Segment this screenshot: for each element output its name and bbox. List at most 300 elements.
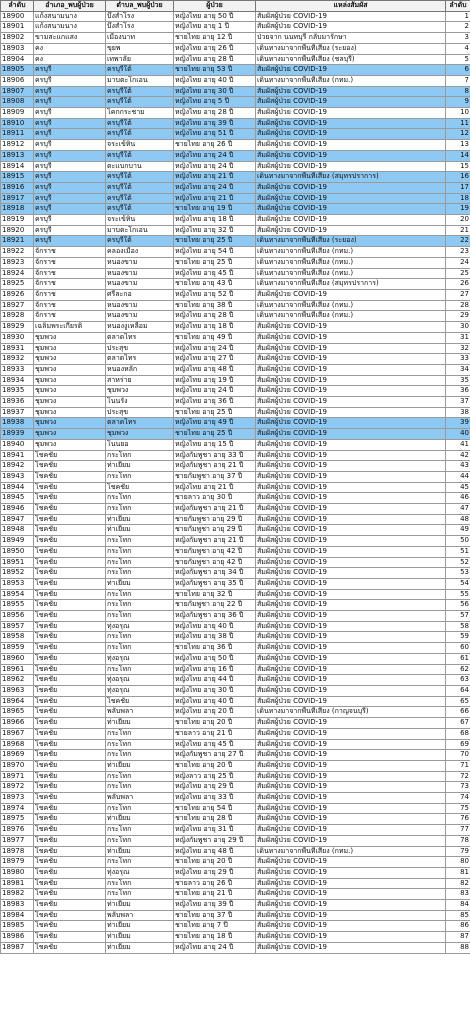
subdistrict-cell: กระโทก (106, 536, 174, 547)
table-row (1, 193, 470, 204)
district-cell: ครบุรี (34, 161, 106, 172)
table-row (1, 696, 470, 707)
district-cell: โชคชัย (34, 846, 106, 857)
contact-source-cell: สัมผัสผู้ป่วย COVID-19 (256, 793, 446, 804)
table-row (1, 225, 470, 236)
contact-source-cell: สัมผัสผู้ป่วย COVID-19 (256, 482, 446, 493)
case-no-cell: 18956 (1, 611, 34, 622)
district-cell: ครบุรี (34, 150, 106, 161)
subdistrict-cell: กระโทก (106, 546, 174, 557)
district-cell: โชคชัย (34, 718, 106, 729)
table-row (1, 568, 470, 579)
contact-source-cell: สัมผัสผู้ป่วย COVID-19 (256, 814, 446, 825)
subdistrict-cell: ท่าเยี่ยม (106, 525, 174, 536)
contact-source-cell: สัมผัสผู้ป่วย COVID-19 (256, 589, 446, 600)
subdistrict-cell: ครบุรีใต้ (106, 86, 174, 97)
header-order: ลำดับ (446, 1, 470, 12)
case-no-cell: 18915 (1, 172, 34, 183)
table-row (1, 557, 470, 568)
patient-cell: หญิงไทย อายุ 40 ปี (174, 696, 256, 707)
subdistrict-cell: กระโทก (106, 739, 174, 750)
district-cell: โชคชัย (34, 771, 106, 782)
subdistrict-cell: เทพาลัย (106, 54, 174, 65)
subdistrict-cell: ประสุข (106, 407, 174, 418)
patient-cell: ชายไทย อายุ 20 ปี (174, 760, 256, 771)
table-row (1, 686, 470, 697)
patient-cell: หญิงไทย อายุ 18 ปี (174, 322, 256, 333)
order-no-cell: 21 (446, 225, 470, 236)
case-no-cell: 18937 (1, 407, 34, 418)
district-cell: โชคชัย (34, 664, 106, 675)
contact-source-cell: สัมผัสผู้ป่วย COVID-19 (256, 889, 446, 900)
subdistrict-cell: กระโทก (106, 728, 174, 739)
district-cell: โชคชัย (34, 493, 106, 504)
order-no-cell: 7 (446, 75, 470, 86)
contact-source-cell: สัมผัสผู้ป่วย COVID-19 (256, 86, 446, 97)
patient-cell: หญิงไทย อายุ 51 ปี (174, 129, 256, 140)
case-no-cell: 18974 (1, 803, 34, 814)
order-no-cell: 67 (446, 718, 470, 729)
contact-source-cell: เดินทางมาจากพื้นที่เสี่ยง (กทม.) (256, 268, 446, 279)
order-no-cell: 86 (446, 921, 470, 932)
case-no-cell: 18972 (1, 782, 34, 793)
contact-source-cell: สัมผัสผู้ป่วย COVID-19 (256, 161, 446, 172)
order-no-cell: 27 (446, 289, 470, 300)
case-no-cell: 18950 (1, 546, 34, 557)
district-cell: โชคชัย (34, 750, 106, 761)
order-no-cell: 26 (446, 279, 470, 290)
district-cell: โชคชัย (34, 814, 106, 825)
table-row (1, 600, 470, 611)
case-no-cell: 18952 (1, 568, 34, 579)
table-row (1, 97, 470, 108)
contact-source-cell: เดินทางมาจากพื้นที่เสี่ยง (กทม.) (256, 300, 446, 311)
order-no-cell: 83 (446, 889, 470, 900)
contact-source-cell: สัมผัสผู้ป่วย COVID-19 (256, 878, 446, 889)
case-no-cell: 18930 (1, 332, 34, 343)
order-no-cell: 69 (446, 739, 470, 750)
district-cell: ชุมพวง (34, 439, 106, 450)
order-no-cell: 22 (446, 236, 470, 247)
district-cell: ชุมพวง (34, 354, 106, 365)
subdistrict-cell: จระเข้หิน (106, 140, 174, 151)
subdistrict-cell: กระโทก (106, 771, 174, 782)
case-no-cell: 18928 (1, 311, 34, 322)
district-cell: โชคชัย (34, 546, 106, 557)
subdistrict-cell: พลับพลา (106, 793, 174, 804)
district-cell: จักราช (34, 279, 106, 290)
table-row (1, 140, 470, 151)
table-row (1, 514, 470, 525)
order-no-cell: 68 (446, 728, 470, 739)
subdistrict-cell: ท่าเยี่ยม (106, 718, 174, 729)
case-no-cell: 18970 (1, 760, 34, 771)
district-cell: โชคชัย (34, 675, 106, 686)
district-cell: ชุมพวง (34, 397, 106, 408)
table-row (1, 364, 470, 375)
contact-source-cell: สัมผัสผู้ป่วย COVID-19 (256, 193, 446, 204)
table-row (1, 728, 470, 739)
contact-source-cell: สัมผัสผู้ป่วย COVID-19 (256, 611, 446, 622)
case-no-cell: 18946 (1, 504, 34, 515)
order-no-cell: 34 (446, 364, 470, 375)
district-cell: โชคชัย (34, 932, 106, 943)
contact-source-cell: สัมผัสผู้ป่วย COVID-19 (256, 857, 446, 868)
patient-cell: ชายกัมพูชา อายุ 29 ปี (174, 525, 256, 536)
contact-source-cell: สัมผัสผู้ป่วย COVID-19 (256, 835, 446, 846)
district-cell: ครบุรี (34, 97, 106, 108)
header-district: อำเภอ_พบผู้ป่วย (34, 1, 106, 12)
case-no-cell: 18953 (1, 578, 34, 589)
district-cell: โชคชัย (34, 621, 106, 632)
case-no-cell: 18906 (1, 75, 34, 86)
contact-source-cell: สัมผัสผู้ป่วย COVID-19 (256, 429, 446, 440)
case-no-cell: 18986 (1, 932, 34, 943)
subdistrict-cell: ชุมพวง (106, 386, 174, 397)
patient-cell: หญิงกัมพูชา อายุ 21 ปี (174, 461, 256, 472)
case-no-cell: 18945 (1, 493, 34, 504)
patient-cell: หญิงไทย อายุ 24 ปี (174, 182, 256, 193)
order-no-cell: 74 (446, 793, 470, 804)
order-no-cell: 66 (446, 707, 470, 718)
district-cell: ชุมพวง (34, 332, 106, 343)
order-no-cell: 88 (446, 942, 470, 953)
order-no-cell: 63 (446, 675, 470, 686)
order-no-cell: 33 (446, 354, 470, 365)
case-no-cell: 18934 (1, 375, 34, 386)
subdistrict-cell: กระโทก (106, 589, 174, 600)
patient-cell: ชายไทย อายุ 54 ปี (174, 803, 256, 814)
order-no-cell: 5 (446, 54, 470, 65)
patient-cell: หญิงไทย อายุ 49 ปี (174, 418, 256, 429)
patient-cell: หญิงไทย อายุ 30 ปี (174, 686, 256, 697)
case-no-cell: 18938 (1, 418, 34, 429)
district-cell: จักราช (34, 247, 106, 258)
table-row (1, 386, 470, 397)
district-cell: โชคชัย (34, 568, 106, 579)
order-no-cell: 20 (446, 215, 470, 226)
contact-source-cell: สัมผัสผู้ป่วย COVID-19 (256, 289, 446, 300)
order-no-cell: 44 (446, 471, 470, 482)
district-cell: ชุมพวง (34, 407, 106, 418)
table-row (1, 910, 470, 921)
subdistrict-cell: กระโทก (106, 632, 174, 643)
patient-cell: หญิงกัมพูชา อายุ 21 ปี (174, 504, 256, 515)
table-row (1, 835, 470, 846)
order-no-cell: 42 (446, 450, 470, 461)
patient-cell: ชายไทย อายุ 7 ปี (174, 921, 256, 932)
patient-cell: หญิงไทย อายุ 24 ปี (174, 150, 256, 161)
table-row (1, 771, 470, 782)
contact-source-cell: สัมผัสผู้ป่วย COVID-19 (256, 364, 446, 375)
contact-source-cell: สัมผัสผู้ป่วย COVID-19 (256, 536, 446, 547)
contact-source-cell: สัมผัสผู้ป่วย COVID-19 (256, 546, 446, 557)
case-no-cell: 18933 (1, 364, 34, 375)
contact-source-cell: สัมผัสผู้ป่วย COVID-19 (256, 397, 446, 408)
subdistrict-cell: กระโทก (106, 557, 174, 568)
order-no-cell: 4 (446, 43, 470, 54)
table-row (1, 236, 470, 247)
table-row (1, 632, 470, 643)
order-no-cell: 46 (446, 493, 470, 504)
case-no-cell: 18957 (1, 621, 34, 632)
case-no-cell: 18944 (1, 482, 34, 493)
patient-cell: ชายไทย อายุ 20 ปี (174, 857, 256, 868)
order-no-cell: 6 (446, 65, 470, 76)
order-no-cell: 41 (446, 439, 470, 450)
header-no: ลำดับ (1, 1, 34, 12)
case-no-cell: 18949 (1, 536, 34, 547)
district-cell: โชคชัย (34, 589, 106, 600)
order-no-cell: 55 (446, 589, 470, 600)
order-no-cell: 56 (446, 600, 470, 611)
contact-source-cell: สัมผัสผู้ป่วย COVID-19 (256, 942, 446, 953)
order-no-cell: 15 (446, 161, 470, 172)
district-cell: โชคชัย (34, 450, 106, 461)
table-row (1, 397, 470, 408)
district-cell: จักราช (34, 268, 106, 279)
table-row (1, 108, 470, 119)
case-no-cell: 18935 (1, 386, 34, 397)
patient-cell: หญิงไทย อายุ 29 ปี (174, 867, 256, 878)
patient-cell: หญิงไทย อายุ 31 ปี (174, 825, 256, 836)
patient-cell: หญิงไทย อายุ 19 ปี (174, 375, 256, 386)
patient-cell: หญิงไทย อายุ 20 ปี (174, 707, 256, 718)
district-cell: จักราช (34, 289, 106, 300)
patient-cell: หญิงกัมพูชา อายุ 35 ปี (174, 578, 256, 589)
case-no-cell: 18948 (1, 525, 34, 536)
patient-cell: ชายไทย อายุ 18 ปี (174, 932, 256, 943)
case-no-cell: 18959 (1, 643, 34, 654)
table-row (1, 257, 470, 268)
case-no-cell: 18936 (1, 397, 34, 408)
patient-cell: หญิงกัมพูชา อายุ 29 ปี (174, 835, 256, 846)
district-cell: ชุมพวง (34, 386, 106, 397)
patient-cell: หญิงไทย อายุ 36 ปี (174, 397, 256, 408)
contact-source-cell: สัมผัสผู้ป่วย COVID-19 (256, 696, 446, 707)
contact-source-cell: สัมผัสผู้ป่วย COVID-19 (256, 621, 446, 632)
order-no-cell: 12 (446, 129, 470, 140)
order-no-cell: 3 (446, 33, 470, 44)
patient-cell: หญิงไทย อายุ 21 ปี (174, 193, 256, 204)
table-row (1, 322, 470, 333)
case-no-cell: 18975 (1, 814, 34, 825)
contact-source-cell: เดินทางมาจากพื้นที่เสี่ยง (กทม.) (256, 247, 446, 258)
case-no-cell: 18984 (1, 910, 34, 921)
contact-source-cell: สัมผัสผู้ป่วย COVID-19 (256, 664, 446, 675)
case-no-cell: 18904 (1, 54, 34, 65)
order-no-cell: 30 (446, 322, 470, 333)
order-no-cell: 87 (446, 932, 470, 943)
order-no-cell: 1 (446, 11, 470, 22)
patient-cell: ชายไทย อายุ 20 ปี (174, 718, 256, 729)
district-cell: แก้งสนามนาง (34, 11, 106, 22)
contact-source-cell: สัมผัสผู้ป่วย COVID-19 (256, 375, 446, 386)
table-row (1, 846, 470, 857)
contact-source-cell: สัมผัสผู้ป่วย COVID-19 (256, 632, 446, 643)
subdistrict-cell: ทุ่งอรุณ (106, 621, 174, 632)
case-no-cell: 18920 (1, 225, 34, 236)
contact-source-cell: สัมผัสผู้ป่วย COVID-19 (256, 322, 446, 333)
district-cell: โชคชัย (34, 696, 106, 707)
contact-source-cell: เดินทางมาจากพื้นที่เสี่ยง (กทม.) (256, 257, 446, 268)
case-no-cell: 18901 (1, 22, 34, 33)
patient-cell: หญิงไทย อายุ 24 ปี (174, 942, 256, 953)
contact-source-cell: เดินทางมาจากพื้นที่เสี่ยง (ชลบุรี) (256, 54, 446, 65)
order-no-cell: 72 (446, 771, 470, 782)
district-cell: ครบุรี (34, 236, 106, 247)
district-cell: ครบุรี (34, 75, 106, 86)
case-no-cell: 18951 (1, 557, 34, 568)
order-no-cell: 61 (446, 653, 470, 664)
table-row (1, 611, 470, 622)
contact-source-cell: ป่วยจาก นนทบุรี กลับมารักษา (256, 33, 446, 44)
table-body (1, 11, 470, 953)
district-cell: ชุมพวง (34, 343, 106, 354)
case-no-cell: 18985 (1, 921, 34, 932)
order-no-cell: 62 (446, 664, 470, 675)
table-row (1, 760, 470, 771)
case-no-cell: 18958 (1, 632, 34, 643)
table-row (1, 889, 470, 900)
table-row (1, 718, 470, 729)
district-cell: โชคชัย (34, 482, 106, 493)
contact-source-cell: สัมผัสผู้ป่วย COVID-19 (256, 343, 446, 354)
order-no-cell: 32 (446, 343, 470, 354)
table-row (1, 450, 470, 461)
order-no-cell: 59 (446, 632, 470, 643)
district-cell: ครบุรี (34, 140, 106, 151)
contact-source-cell: สัมผัสผู้ป่วย COVID-19 (256, 910, 446, 921)
district-cell: ครบุรี (34, 86, 106, 97)
district-cell: โชคชัย (34, 942, 106, 953)
table-row (1, 482, 470, 493)
subdistrict-cell: ครบุรีใต้ (106, 236, 174, 247)
subdistrict-cell: ท่าเยี่ยม (106, 578, 174, 589)
patient-cell: หญิงไทย อายุ 33 ปี (174, 793, 256, 804)
patient-cell: หญิงไทย อายุ 1 ปี (174, 22, 256, 33)
order-no-cell: 50 (446, 536, 470, 547)
case-no-cell: 18969 (1, 750, 34, 761)
order-no-cell: 39 (446, 418, 470, 429)
order-no-cell: 29 (446, 311, 470, 322)
patient-cell: ชายกัมพูชา อายุ 22 ปี (174, 600, 256, 611)
order-no-cell: 76 (446, 814, 470, 825)
contact-source-cell: สัมผัสผู้ป่วย COVID-19 (256, 686, 446, 697)
contact-source-cell: เดินทางมาจากพื้นที่เสี่ยง (สมุทรปราการ) (256, 172, 446, 183)
subdistrict-cell: หนองขาม (106, 311, 174, 322)
district-cell: โชคชัย (34, 504, 106, 515)
subdistrict-cell: กระโทก (106, 664, 174, 675)
subdistrict-cell: ท่าเยี่ยม (106, 900, 174, 911)
patient-cell: หญิงไทย อายุ 50 ปี (174, 11, 256, 22)
case-no-cell: 18971 (1, 771, 34, 782)
contact-source-cell: สัมผัสผู้ป่วย COVID-19 (256, 568, 446, 579)
subdistrict-cell: กระโทก (106, 835, 174, 846)
patient-cell: ชายไทย อายุ 28 ปี (174, 814, 256, 825)
table-row (1, 878, 470, 889)
patient-cell: ชายกัมพูชา อายุ 37 ปี (174, 471, 256, 482)
header-source: แหล่งสัมผัส (256, 1, 446, 12)
order-no-cell: 49 (446, 525, 470, 536)
case-no-cell: 18981 (1, 878, 34, 889)
subdistrict-cell: ตลาดไทร (106, 354, 174, 365)
subdistrict-cell: กระโทก (106, 643, 174, 654)
table-row (1, 11, 470, 22)
district-cell: ครบุรี (34, 129, 106, 140)
district-cell: จักราช (34, 300, 106, 311)
case-no-cell: 18917 (1, 193, 34, 204)
patient-cell: ชายกัมพูชา อายุ 29 ปี (174, 514, 256, 525)
subdistrict-cell: ท่าเยี่ยม (106, 932, 174, 943)
subdistrict-cell: บึงสำโรง (106, 11, 174, 22)
district-cell: โชคชัย (34, 889, 106, 900)
subdistrict-cell: ครบุรีใต้ (106, 65, 174, 76)
case-no-cell: 18903 (1, 43, 34, 54)
table-row (1, 493, 470, 504)
order-no-cell: 70 (446, 750, 470, 761)
district-cell: โชคชัย (34, 793, 106, 804)
contact-source-cell: สัมผัสผู้ป่วย COVID-19 (256, 439, 446, 450)
table-row (1, 921, 470, 932)
contact-source-cell: สัมผัสผู้ป่วย COVID-19 (256, 643, 446, 654)
case-no-cell: 18978 (1, 846, 34, 857)
patient-cell: หญิงไทย อายุ 24 ปี (174, 161, 256, 172)
patient-cell: ชายไทย อายุ 43 ปี (174, 279, 256, 290)
case-no-cell: 18911 (1, 129, 34, 140)
table-row (1, 546, 470, 557)
table-row (1, 750, 470, 761)
order-no-cell: 10 (446, 108, 470, 119)
header-patient: ผู้ป่วย (174, 1, 256, 12)
contact-source-cell: สัมผัสผู้ป่วย COVID-19 (256, 578, 446, 589)
contact-source-cell: สัมผัสผู้ป่วย COVID-19 (256, 557, 446, 568)
order-no-cell: 2 (446, 22, 470, 33)
table-row (1, 289, 470, 300)
header-row (1, 1, 470, 12)
contact-source-cell: สัมผัสผู้ป่วย COVID-19 (256, 900, 446, 911)
case-no-cell: 18965 (1, 707, 34, 718)
table-row (1, 825, 470, 836)
subdistrict-cell: โนนยอ (106, 439, 174, 450)
order-no-cell: 17 (446, 182, 470, 193)
order-no-cell: 31 (446, 332, 470, 343)
table-row (1, 461, 470, 472)
subdistrict-cell: โชคชัย (106, 482, 174, 493)
subdistrict-cell: กระโทก (106, 568, 174, 579)
table-row (1, 343, 470, 354)
patient-cell: ชายไทย อายุ 12 ปี (174, 33, 256, 44)
subdistrict-cell: ทุ่งอรุณ (106, 675, 174, 686)
order-no-cell: 47 (446, 504, 470, 515)
case-no-cell: 18910 (1, 118, 34, 129)
contact-source-cell: เดินทางมาจากพื้นที่เสี่ยง (ระยอง) (256, 43, 446, 54)
table-row (1, 525, 470, 536)
contact-source-cell: สัมผัสผู้ป่วย COVID-19 (256, 140, 446, 151)
order-no-cell: 53 (446, 568, 470, 579)
contact-source-cell: เดินทางมาจากพื้นที่เสี่ยง (กทม.) (256, 75, 446, 86)
order-no-cell: 8 (446, 86, 470, 97)
contact-source-cell: สัมผัสผู้ป่วย COVID-19 (256, 504, 446, 515)
order-no-cell: 75 (446, 803, 470, 814)
table-row (1, 75, 470, 86)
subdistrict-cell: ท่าเยี่ยม (106, 461, 174, 472)
patient-cell: ชายกัมพูชา อายุ 42 ปี (174, 546, 256, 557)
table-row (1, 22, 470, 33)
subdistrict-cell: บึงสำโรง (106, 22, 174, 33)
subdistrict-cell: ท่าเยี่ยม (106, 942, 174, 953)
subdistrict-cell: ท่าเยี่ยม (106, 921, 174, 932)
